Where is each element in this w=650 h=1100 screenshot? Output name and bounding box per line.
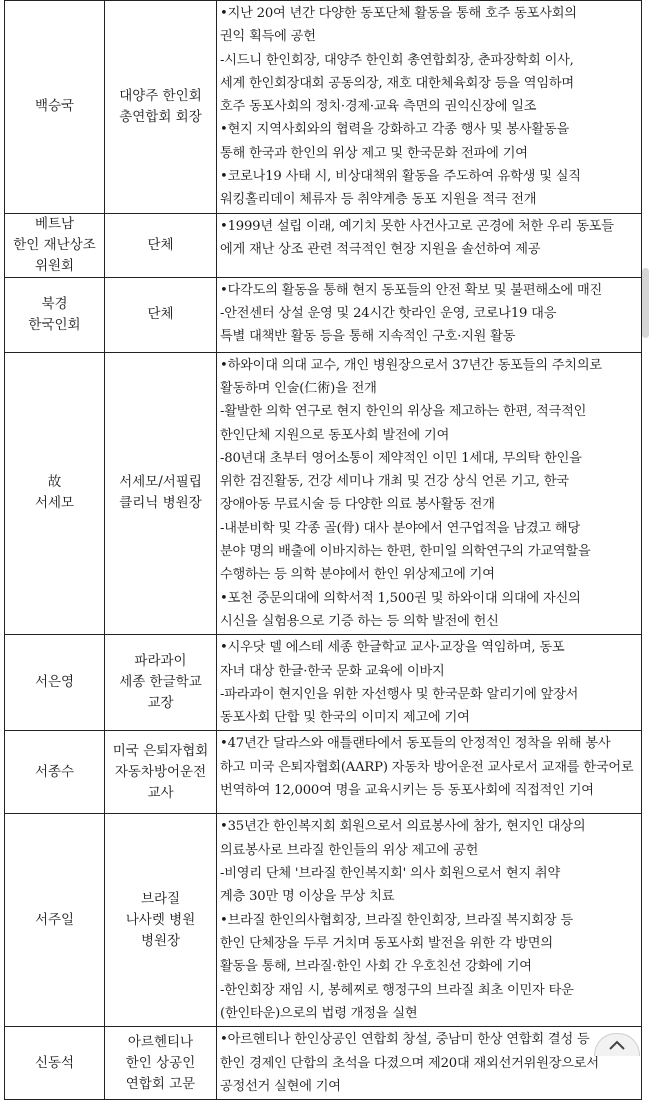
table-row — [5, 277, 642, 352]
table-row — [5, 814, 642, 1027]
recipient-achievements — [217, 352, 642, 635]
recipient-title: 브라질 나사렛 병원 병원장 — [105, 814, 217, 1027]
achievement-line: -시드니 한인회장, 대양주 한인회 총연합회장, 춘파장학회 이사, — [220, 52, 574, 68]
achievement-line: -80년대 초부터 영어소통이 제약적인 이민 1세대, 무의탁 한인을 — [220, 450, 582, 466]
achievement-line: 활동을 통해, 브라질·한인 사회 간 우호친선 강화에 기여 — [220, 959, 532, 975]
achievement-line: 권익 획득에 공헌 — [220, 29, 316, 45]
achievement-line: 한인 단체장을 두루 거치며 동포사회 발전을 위한 각 방면의 — [220, 935, 553, 951]
recipient-name: 북경 한국인회 — [5, 277, 105, 352]
achievement-line: -비영리 단체 '브라질 한인복지회' 의사 회원으로서 현지 취약 — [220, 866, 560, 882]
achievement-line: •하와이대 의대 교수, 개인 병원장으로서 37년간 동포들의 주치의로 — [220, 357, 602, 373]
achievement-line: •코로나19 사태 시, 비상대책위 활동을 주도하여 유학생 및 실직 — [220, 169, 581, 185]
achievement-line: 활동하며 인술(仁術)을 전개 — [220, 380, 377, 396]
achievement-line: •포천 중문의대에 의학서적 1,500권 및 하와이대 의대에 자신의 — [220, 590, 581, 606]
achievement-line: •브라질 한인의사협회장, 브라질 한인회장, 브라질 복지회장 등 — [220, 912, 573, 928]
recipient-name: 故 서세모 — [5, 352, 105, 635]
table-row — [5, 352, 642, 635]
achievement-line: •지난 20여 년간 다양한 동포단체 활동을 통해 호주 동포사회의 — [220, 6, 577, 21]
achievement-line: -내분비학 및 각종 골(骨) 대사 분야에서 연구업적을 남겼고 해당 — [220, 520, 581, 536]
achievement-line: -파라과이 현지인을 위한 자선행사 및 한국문화 알리기에 앞장서 — [220, 686, 579, 702]
achievement-line: •아르헨티나 한인상공인 연합회 창설, 중남미 한상 연합회 결성 등 — [220, 1032, 590, 1048]
achievement-line: 수행하는 등 의학 분야에서 한인 위상제고에 기여 — [220, 567, 495, 583]
recipient-name: 베트남 한인 재난상조 위원회 — [5, 213, 105, 277]
achievement-line: 워킹홀리데이 체류자 등 취약계층 동포 지원을 적극 전개 — [220, 192, 537, 208]
chevron-up-icon — [608, 1039, 626, 1051]
award-table — [4, 0, 642, 1100]
recipient-achievements — [217, 635, 642, 731]
recipient-achievements — [217, 1027, 642, 1100]
recipient-achievements — [217, 213, 642, 277]
achievement-line: 한인단체 지원으로 동포사회 발전에 기여 — [220, 427, 450, 443]
achievement-line: 에게 재난 상조 관련 적극적인 현장 지원을 솔선하여 제공 — [220, 241, 541, 257]
achievement-line: 특별 대책반 활동 등을 통해 지속적인 구호·지원 활동 — [220, 329, 516, 345]
achievement-line: 통해 한국과 한인의 위상 제고 및 한국문화 전파에 기여 — [220, 145, 528, 161]
achievement-line: 장애아동 무료시술 등 다양한 의료 봉사활동 전개 — [220, 497, 495, 513]
achievement-line: 계층 30만 명 이상을 무상 치료 — [220, 889, 395, 905]
recipient-achievements — [217, 814, 642, 1027]
recipient-title: 서세모/서필립 클리닉 병원장 — [105, 352, 217, 635]
achievement-line: 의료봉사로 브라질 한인들의 위상 제고에 공헌 — [220, 842, 479, 858]
recipient-title: 미국 은퇴자협회 자동차방어운전 교사 — [105, 731, 217, 814]
table-row — [5, 635, 642, 731]
recipient-title: 아르헨티나 한인 상공인 연합회 고문 — [105, 1027, 217, 1100]
achievement-line: 한인 경제인 단합의 초석을 다졌으며 제20대 재외선거위원장으로서 — [220, 1055, 599, 1071]
recipient-name: 신동석 — [5, 1027, 105, 1100]
achievement-line: (한인타운)으로의 법령 개정을 실현 — [220, 1005, 418, 1021]
table-row — [5, 1027, 642, 1100]
table-row — [5, 213, 642, 277]
recipient-achievements — [217, 1, 642, 214]
table-row — [5, 1, 642, 214]
achievement-line: 번역하여 12,000여 명을 교육시키는 등 동포사회에 직접적인 기여 — [220, 783, 594, 799]
achievement-line: 자녀 대상 한글·한국 문화 교육에 이바지 — [220, 663, 445, 679]
recipient-name: 서종수 — [5, 731, 105, 814]
recipient-achievements — [217, 731, 642, 814]
recipient-title: 단체 — [105, 213, 217, 277]
recipient-title: 단체 — [105, 277, 217, 352]
achievement-line: •현지 지역사회와의 협력을 강화하고 각종 행사 및 봉사활동을 — [220, 122, 569, 138]
achievement-line: •1999년 설립 이래, 예기치 못한 사건사고로 곤경에 처한 우리 동포들 — [220, 218, 614, 234]
recipient-title: 파라과이 세종 한글학교 교장 — [105, 635, 217, 731]
achievement-line: 하고 미국 은퇴자협회(AARP) 자동차 방어운전 교사로서 교재를 한국어로 — [220, 759, 634, 775]
achievement-line: 분야 명의 배출에 이바지하는 한편, 한미일 의학연구의 가교역할을 — [220, 544, 591, 560]
achievement-line: 위한 검진활동, 건강 세미나 개최 및 건강 상식 언론 기고, 한국 — [220, 474, 569, 490]
recipient-name: 서은영 — [5, 635, 105, 731]
recipient-title: 대양주 한인회 총연합회 회장 — [105, 1, 217, 214]
achievement-line: •시우닷 델 에스테 세종 한글학교 교사·교장을 역임하며, 동포 — [220, 640, 565, 656]
achievement-line: 호주 동포사회의 정치·경제·교육 측면의 권익신장에 일조 — [220, 99, 537, 115]
recipient-name: 백승국 — [5, 1, 105, 214]
recipient-achievements — [217, 277, 642, 352]
achievement-line: 시신을 실험용으로 기증 하는 등 의학 발전에 헌신 — [220, 613, 499, 629]
achievement-line: 세계 한인회장대회 공동의장, 재호 대한체육회장 등을 역임하며 — [220, 75, 574, 91]
recipient-name: 서주일 — [5, 814, 105, 1027]
scrollbar[interactable] — [642, 268, 649, 338]
achievement-line: 동포사회 단합 및 한국의 이미지 제고에 기여 — [220, 710, 470, 726]
achievement-line: -안전센터 상설 운영 및 24시간 핫라인 운영, 코로나19 대응 — [220, 305, 557, 321]
achievement-line: 공정선거 실현에 기여 — [220, 1079, 341, 1095]
achievement-line: •47년간 달라스와 애틀랜타에서 동포들의 안정적인 정착을 위해 봉사 — [220, 736, 611, 752]
achievement-line: -한인회장 재임 시, 봉헤찌로 행정구의 브라질 최초 이민자 타운 — [220, 982, 574, 998]
table-row — [5, 731, 642, 814]
achievement-line: •35년간 한인복지회 회원으로서 의료봉사에 참가, 현지인 대상의 — [220, 819, 586, 835]
achievement-line: •다각도의 활동을 통해 현지 동포들의 안전 확보 및 불편해소에 매진 — [220, 282, 603, 298]
achievement-line: -활발한 의학 연구로 현지 한인의 위상을 제고하는 한편, 적극적인 — [220, 404, 587, 420]
